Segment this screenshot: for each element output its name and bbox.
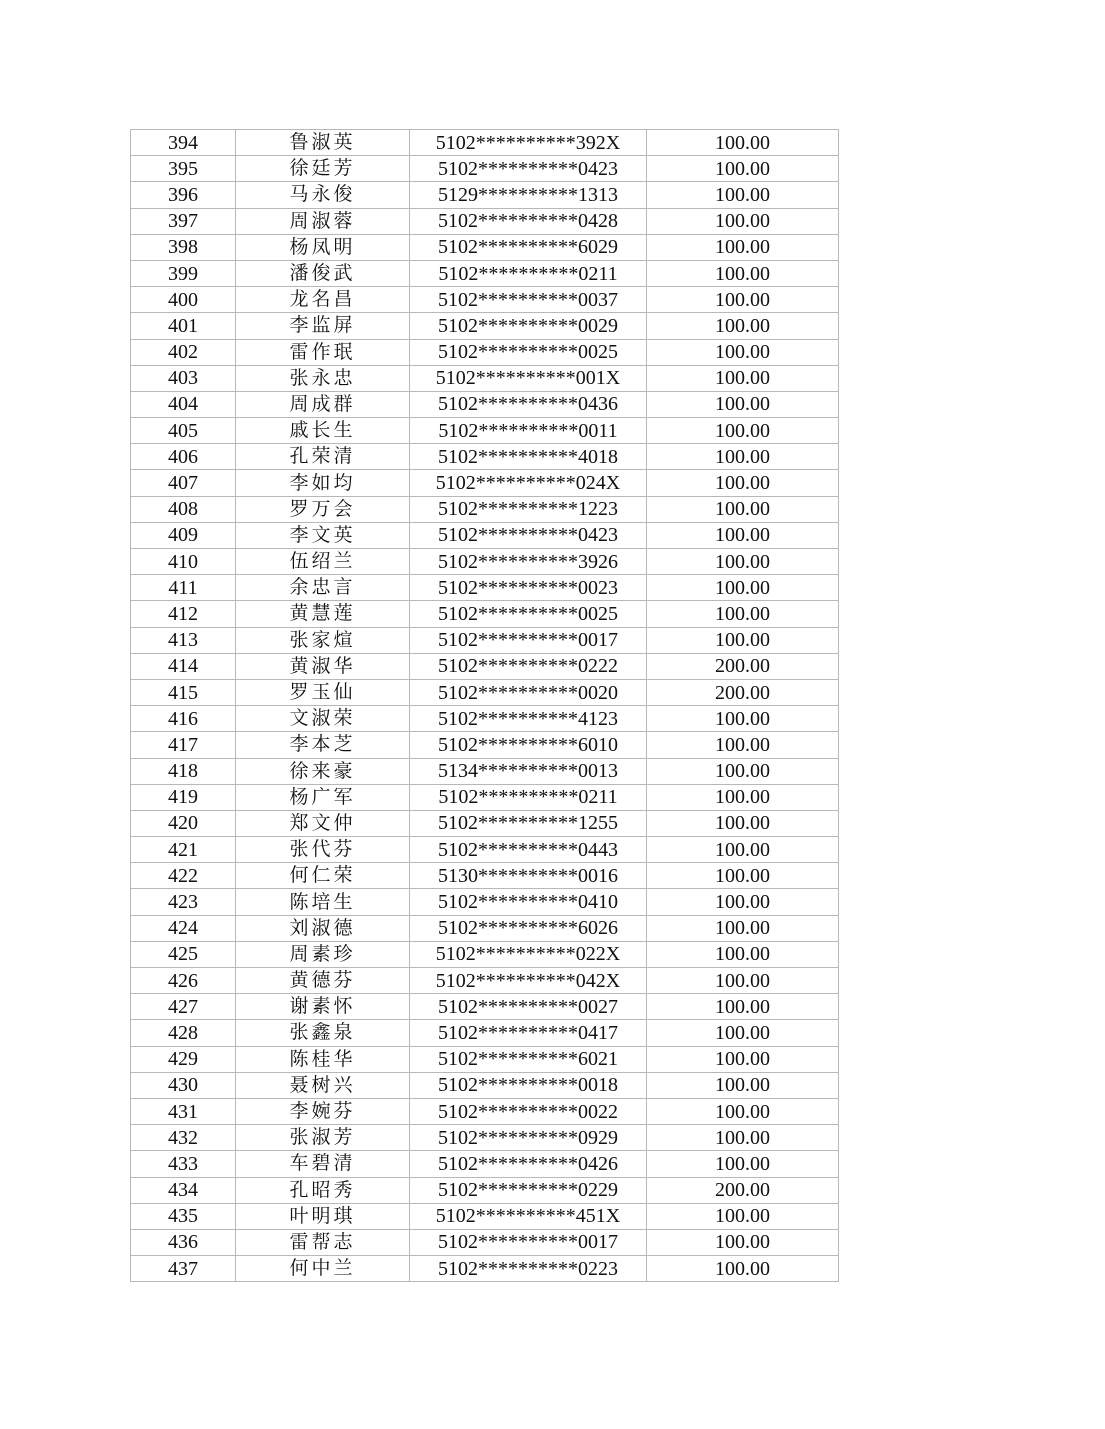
amount-cell: 100.00 (647, 627, 839, 653)
row-number-cell: 431 (131, 1098, 236, 1124)
name-cell: 李文英 (236, 522, 410, 548)
amount-cell: 100.00 (647, 732, 839, 758)
id-number-cell: 5102**********0223 (410, 1256, 647, 1282)
table-row (131, 1072, 839, 1098)
id-number-cell: 5102**********4123 (410, 706, 647, 732)
id-number-cell: 5102**********0417 (410, 1020, 647, 1046)
amount-cell: 100.00 (647, 391, 839, 417)
name-cell: 叶明琪 (236, 1203, 410, 1229)
table-row (131, 679, 839, 705)
row-number-cell: 434 (131, 1177, 236, 1203)
amount-cell: 100.00 (647, 470, 839, 496)
id-number-cell: 5102**********0037 (410, 287, 647, 313)
table-row (131, 234, 839, 260)
id-number-cell: 5102**********0011 (410, 418, 647, 444)
row-number-cell: 426 (131, 968, 236, 994)
id-number-cell: 5102**********0017 (410, 1229, 647, 1255)
amount-cell: 100.00 (647, 130, 839, 156)
row-number-cell: 420 (131, 810, 236, 836)
name-cell: 鲁淑英 (236, 130, 410, 156)
table-row (131, 1125, 839, 1151)
amount-cell: 100.00 (647, 863, 839, 889)
row-number-cell: 417 (131, 732, 236, 758)
roster-table (130, 129, 839, 1282)
row-number-cell: 422 (131, 863, 236, 889)
table-row (131, 653, 839, 679)
row-number-cell: 396 (131, 182, 236, 208)
table-row (131, 1229, 839, 1255)
name-cell: 伍绍兰 (236, 549, 410, 575)
row-number-cell: 430 (131, 1072, 236, 1098)
name-cell: 张永忠 (236, 365, 410, 391)
row-number-cell: 415 (131, 679, 236, 705)
amount-cell: 100.00 (647, 549, 839, 575)
table-row (131, 706, 839, 732)
id-number-cell: 5102**********0211 (410, 260, 647, 286)
name-cell: 罗万会 (236, 496, 410, 522)
name-cell: 马永俊 (236, 182, 410, 208)
id-number-cell: 5102**********0025 (410, 339, 647, 365)
name-cell: 戚长生 (236, 418, 410, 444)
amount-cell: 100.00 (647, 1151, 839, 1177)
table-row (131, 156, 839, 182)
table-row (131, 732, 839, 758)
id-number-cell: 5102**********0025 (410, 601, 647, 627)
name-cell: 孔昭秀 (236, 1177, 410, 1203)
table-row (131, 444, 839, 470)
name-cell: 刘淑德 (236, 915, 410, 941)
row-number-cell: 408 (131, 496, 236, 522)
row-number-cell: 394 (131, 130, 236, 156)
row-number-cell: 423 (131, 889, 236, 915)
amount-cell: 200.00 (647, 679, 839, 705)
row-number-cell: 432 (131, 1125, 236, 1151)
row-number-cell: 399 (131, 260, 236, 286)
name-cell: 周素珍 (236, 941, 410, 967)
table-row (131, 522, 839, 548)
row-number-cell: 427 (131, 994, 236, 1020)
amount-cell: 100.00 (647, 706, 839, 732)
name-cell: 张淑芳 (236, 1125, 410, 1151)
id-number-cell: 5102**********3926 (410, 549, 647, 575)
name-cell: 杨广军 (236, 784, 410, 810)
name-cell: 罗玉仙 (236, 679, 410, 705)
amount-cell: 100.00 (647, 994, 839, 1020)
id-number-cell: 5102**********0229 (410, 1177, 647, 1203)
roster-table-body (131, 130, 839, 1282)
id-number-cell: 5102**********0423 (410, 522, 647, 548)
name-cell: 张家煊 (236, 627, 410, 653)
table-row (131, 1177, 839, 1203)
table-row (131, 915, 839, 941)
name-cell: 雷作珉 (236, 339, 410, 365)
row-number-cell: 433 (131, 1151, 236, 1177)
name-cell: 李本芝 (236, 732, 410, 758)
name-cell: 周成群 (236, 391, 410, 417)
table-row (131, 1256, 839, 1282)
id-number-cell: 5102**********0018 (410, 1072, 647, 1098)
table-row (131, 260, 839, 286)
table-row (131, 810, 839, 836)
amount-cell: 100.00 (647, 156, 839, 182)
row-number-cell: 437 (131, 1256, 236, 1282)
id-number-cell: 5102**********6021 (410, 1046, 647, 1072)
amount-cell: 100.00 (647, 968, 839, 994)
id-number-cell: 5102**********6010 (410, 732, 647, 758)
amount-cell: 100.00 (647, 1125, 839, 1151)
name-cell: 何中兰 (236, 1256, 410, 1282)
amount-cell: 100.00 (647, 182, 839, 208)
table-row (131, 968, 839, 994)
id-number-cell: 5102**********0423 (410, 156, 647, 182)
row-number-cell: 425 (131, 941, 236, 967)
row-number-cell: 419 (131, 784, 236, 810)
id-number-cell: 5102**********392X (410, 130, 647, 156)
name-cell: 杨凤明 (236, 234, 410, 260)
table-row (131, 575, 839, 601)
id-number-cell: 5102**********1223 (410, 496, 647, 522)
id-number-cell: 5102**********024X (410, 470, 647, 496)
name-cell: 潘俊武 (236, 260, 410, 286)
row-number-cell: 429 (131, 1046, 236, 1072)
row-number-cell: 400 (131, 287, 236, 313)
amount-cell: 100.00 (647, 810, 839, 836)
name-cell: 聂树兴 (236, 1072, 410, 1098)
table-row (131, 365, 839, 391)
id-number-cell: 5102**********0023 (410, 575, 647, 601)
name-cell: 徐廷芳 (236, 156, 410, 182)
amount-cell: 100.00 (647, 889, 839, 915)
name-cell: 黄淑华 (236, 653, 410, 679)
table-row (131, 941, 839, 967)
name-cell: 孔荣清 (236, 444, 410, 470)
name-cell: 徐来豪 (236, 758, 410, 784)
table-row (131, 208, 839, 234)
table-row (131, 549, 839, 575)
amount-cell: 100.00 (647, 522, 839, 548)
amount-cell: 100.00 (647, 1020, 839, 1046)
id-number-cell: 5102**********0017 (410, 627, 647, 653)
id-number-cell: 5129**********1313 (410, 182, 647, 208)
name-cell: 黄德芬 (236, 968, 410, 994)
name-cell: 谢素怀 (236, 994, 410, 1020)
amount-cell: 100.00 (647, 601, 839, 627)
amount-cell: 100.00 (647, 1256, 839, 1282)
table-row (131, 601, 839, 627)
id-number-cell: 5102**********0020 (410, 679, 647, 705)
id-number-cell: 5102**********6026 (410, 915, 647, 941)
id-number-cell: 5102**********0029 (410, 313, 647, 339)
row-number-cell: 418 (131, 758, 236, 784)
table-row (131, 287, 839, 313)
amount-cell: 100.00 (647, 1098, 839, 1124)
row-number-cell: 403 (131, 365, 236, 391)
table-row (131, 837, 839, 863)
name-cell: 龙名昌 (236, 287, 410, 313)
amount-cell: 200.00 (647, 1177, 839, 1203)
id-number-cell: 5102**********042X (410, 968, 647, 994)
amount-cell: 100.00 (647, 575, 839, 601)
table-row (131, 470, 839, 496)
id-number-cell: 5102**********4018 (410, 444, 647, 470)
name-cell: 黄慧莲 (236, 601, 410, 627)
table-row (131, 182, 839, 208)
table-row (131, 391, 839, 417)
row-number-cell: 404 (131, 391, 236, 417)
row-number-cell: 424 (131, 915, 236, 941)
amount-cell: 100.00 (647, 313, 839, 339)
amount-cell: 100.00 (647, 234, 839, 260)
id-number-cell: 5102**********001X (410, 365, 647, 391)
table-row (131, 496, 839, 522)
name-cell: 陈桂华 (236, 1046, 410, 1072)
row-number-cell: 411 (131, 575, 236, 601)
table-row (131, 889, 839, 915)
id-number-cell: 5102**********0436 (410, 391, 647, 417)
amount-cell: 100.00 (647, 418, 839, 444)
id-number-cell: 5102**********0022 (410, 1098, 647, 1124)
id-number-cell: 5102**********0410 (410, 889, 647, 915)
amount-cell: 100.00 (647, 837, 839, 863)
id-number-cell: 5102**********022X (410, 941, 647, 967)
amount-cell: 100.00 (647, 365, 839, 391)
name-cell: 周淑蓉 (236, 208, 410, 234)
amount-cell: 100.00 (647, 1229, 839, 1255)
id-number-cell: 5102**********0426 (410, 1151, 647, 1177)
row-number-cell: 395 (131, 156, 236, 182)
row-number-cell: 401 (131, 313, 236, 339)
id-number-cell: 5134**********0013 (410, 758, 647, 784)
id-number-cell: 5102**********0027 (410, 994, 647, 1020)
amount-cell: 100.00 (647, 496, 839, 522)
table-row (131, 1203, 839, 1229)
amount-cell: 100.00 (647, 758, 839, 784)
id-number-cell: 5102**********1255 (410, 810, 647, 836)
row-number-cell: 410 (131, 549, 236, 575)
amount-cell: 100.00 (647, 1072, 839, 1098)
id-number-cell: 5102**********0428 (410, 208, 647, 234)
amount-cell: 100.00 (647, 444, 839, 470)
name-cell: 李如均 (236, 470, 410, 496)
row-number-cell: 409 (131, 522, 236, 548)
table-row (131, 313, 839, 339)
row-number-cell: 405 (131, 418, 236, 444)
amount-cell: 100.00 (647, 1046, 839, 1072)
row-number-cell: 414 (131, 653, 236, 679)
amount-cell: 100.00 (647, 208, 839, 234)
table-row (131, 758, 839, 784)
row-number-cell: 398 (131, 234, 236, 260)
row-number-cell: 416 (131, 706, 236, 732)
name-cell: 车碧清 (236, 1151, 410, 1177)
name-cell: 张鑫泉 (236, 1020, 410, 1046)
id-number-cell: 5130**********0016 (410, 863, 647, 889)
name-cell: 余忠言 (236, 575, 410, 601)
table-row (131, 1020, 839, 1046)
table-row (131, 418, 839, 444)
row-number-cell: 412 (131, 601, 236, 627)
id-number-cell: 5102**********0929 (410, 1125, 647, 1151)
table-row (131, 339, 839, 365)
name-cell: 雷帮志 (236, 1229, 410, 1255)
name-cell: 李婉芬 (236, 1098, 410, 1124)
row-number-cell: 421 (131, 837, 236, 863)
amount-cell: 100.00 (647, 1203, 839, 1229)
row-number-cell: 435 (131, 1203, 236, 1229)
row-number-cell: 428 (131, 1020, 236, 1046)
name-cell: 张代芬 (236, 837, 410, 863)
id-number-cell: 5102**********0211 (410, 784, 647, 810)
row-number-cell: 407 (131, 470, 236, 496)
amount-cell: 100.00 (647, 941, 839, 967)
row-number-cell: 402 (131, 339, 236, 365)
id-number-cell: 5102**********451X (410, 1203, 647, 1229)
id-number-cell: 5102**********0443 (410, 837, 647, 863)
table-row (131, 994, 839, 1020)
id-number-cell: 5102**********0222 (410, 653, 647, 679)
row-number-cell: 406 (131, 444, 236, 470)
amount-cell: 200.00 (647, 653, 839, 679)
row-number-cell: 397 (131, 208, 236, 234)
table-row (131, 1046, 839, 1072)
name-cell: 文淑荣 (236, 706, 410, 732)
amount-cell: 100.00 (647, 784, 839, 810)
table-row (131, 1098, 839, 1124)
table-row (131, 863, 839, 889)
amount-cell: 100.00 (647, 260, 839, 286)
table-row (131, 784, 839, 810)
name-cell: 郑文仲 (236, 810, 410, 836)
id-number-cell: 5102**********6029 (410, 234, 647, 260)
row-number-cell: 436 (131, 1229, 236, 1255)
table-row (131, 1151, 839, 1177)
name-cell: 李监屏 (236, 313, 410, 339)
table-row (131, 627, 839, 653)
table-row (131, 130, 839, 156)
row-number-cell: 413 (131, 627, 236, 653)
name-cell: 何仁荣 (236, 863, 410, 889)
amount-cell: 100.00 (647, 287, 839, 313)
name-cell: 陈培生 (236, 889, 410, 915)
amount-cell: 100.00 (647, 915, 839, 941)
amount-cell: 100.00 (647, 339, 839, 365)
